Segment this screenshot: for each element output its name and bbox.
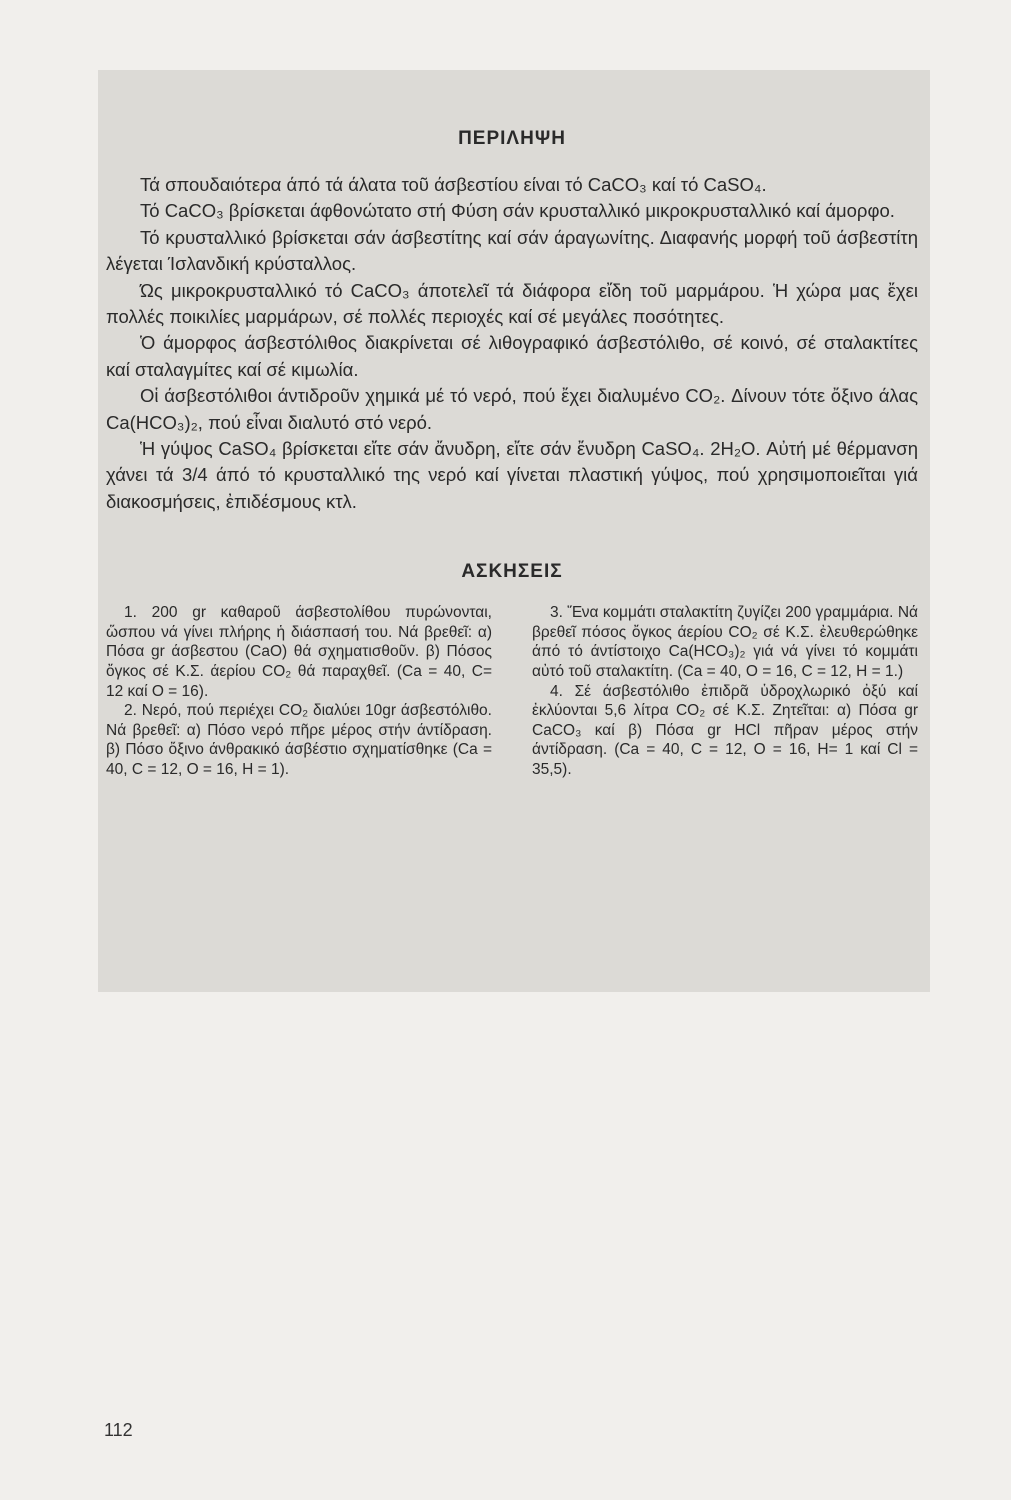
exercises-right-column	[532, 603, 918, 779]
summary-paragraph: Ώς μικροκρυσταλλικό τό CaCO₃ άποτελεῖ τά διάφορα εἴδη τοῦ μαρμάρου. Ἡ χώρα μας ἔχει πολλές ποικιλίες μαρμάρων, σέ πολλές περιοχές καί σέ μεγάλες ποσότητες.	[106, 279, 918, 328]
summary-paragraph: Τό κρυσταλλικό βρίσκεται σάν άσβεστίτης καί σάν άραγωνίτης. Διαφανής μορφή τοῦ άσβεστίτη λέγεται Ίσλανδική κρύσταλλος.	[106, 226, 918, 275]
summary-text	[106, 172, 918, 515]
page-content	[106, 128, 918, 780]
exercise-item: 2. Νερό, πού περιέχει CO₂ διαλύει 10gr άσβεστόλιθο. Νά βρεθεῖ: α) Πόσο νερό πῆρε μέρος στήν άντίδραση. β) Πόσο ὄξινο άνθρακικό άσβέστιο σχηματίσθηκε (Ca = 40, C = 12, O = 16, H = 1).	[106, 702, 492, 779]
summary-paragraph: Τό CaCO₃ βρίσκεται άφθονώτατο στή Φύση σάν κρυσταλλικό μικροκρυσταλλικό καί άμορφο.	[140, 200, 895, 222]
summary-paragraph: Ὁ άμορφος άσβεστόλιθος διακρίνεται σέ λιθογραφικό άσβεστόλιθο, σέ κοινό, σέ σταλακτίτες καί σταλαγμίτες καί σέ κιμωλία.	[106, 332, 918, 380]
exercises-columns	[106, 603, 918, 779]
summary-paragraph: Τά σπουδαιότερα άπό τά άλατα τοῦ άσβεστίου είναι τό CaCO₃ καί τό CaSO₄.	[140, 174, 767, 195]
page-number: 112	[104, 1420, 133, 1440]
exercise-item: 4. Σέ άσβεστόλιθο ἐπιδρᾶ ὑδροχλωρικό ὀξύ καί ἐκλύονται 5,6 λίτρα CO₂ σέ Κ.Σ. Ζητεῖται: α) Πόσα gr CaCO₃ καί β) Πόσα gr HCl πῆραν μέρος στήν άντίδραση. (Ca = 40, C = 12, O = 16, H= 1 καί Cl = 35,5).	[532, 682, 918, 779]
summary-paragraph: Οἱ άσβεστόλιθοι άντιδροῦν χημικά μέ τό νερό, πού ἔχει διαλυμένο CO₂. Δίνουν τότε ὄξινο άλας Ca(HCO₃)₂, πού εἶναι διαλυτό στό νερό.	[106, 385, 918, 433]
exercise-item: 3. Ἕνα κομμάτι σταλακτίτη ζυγίζει 200 γραμμάρια. Νά βρεθεῖ πόσος ὄγκος άερίου CO₂ σέ Κ.Σ. ἐλευθερώθηκε άπό τό άντίστοιχο Ca(HCO₃)₂ γιά νά γίνει τό κομμάτι αὐτό τοῦ σταλακτίτη. (Ca = 40, O = 16, C = 12, H = 1.)	[532, 604, 918, 681]
summary-title: ΠΕΡΙΛΗΨΗ	[458, 128, 566, 149]
exercises-title: ΑΣΚΗΣΕΙΣ	[461, 561, 563, 583]
exercise-item: 1. 200 gr καθαροῦ άσβεστολίθου πυρώνονται, ὥσπου νά γίνει πλήρης ἡ διάσπασή του. Νά βρεθεῖ: α) Πόσα gr άσβεστου (CaO) θά σχηματισθοῦν. β) Πόσος ὄγκος σέ Κ.Σ. άερίου CO₂ θά παραχθεῖ. (Ca = 40, C= 12 καί O = 16).	[106, 604, 492, 700]
summary-paragraph: Ἡ γύψος CaSO₄ βρίσκεται εἴτε σάν ἄνυδρη, εἴτε σάν ἔνυδρη CaSO₄. 2H₂O. Αὐτή μέ θέρμανση χάνει τά 3/4 άπό τό κρυσταλλικό της νερό καί γίνεται πλαστική γύψος, πού χρησιμοποιεῖται γιά διακοσμήσεις, ἐπιδέσμους κτλ.	[106, 438, 918, 512]
exercises-left-column	[106, 603, 492, 779]
